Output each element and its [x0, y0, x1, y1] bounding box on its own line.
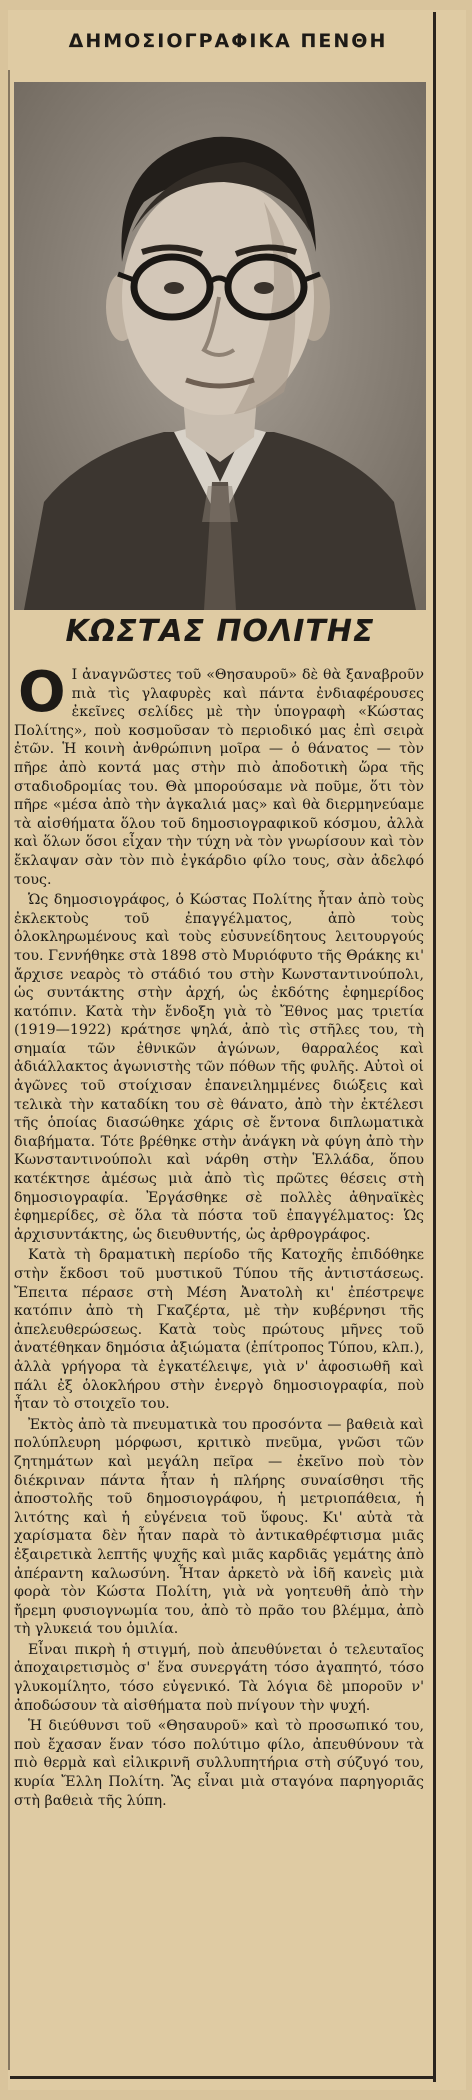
right-border-rule: [433, 12, 436, 2082]
bottom-border-rule: [10, 2076, 435, 2079]
article-paragraph: [14, 660, 424, 889]
obituary-article: [14, 660, 424, 1812]
article-paragraph: Εἶναι πικρὴ ἡ στιγμή, ποὺ ἀπευθύνεται ὁ τελευταῖος ἀποχαιρετισμὸς σ' ἕνα συνεργάτη τόσο ἀγαπητό, τόσο γλυκομίλητο, τόσο εὐγενικό. Τὰ λόγια δὲ μποροῦν ν' ἀποδώσουν τὰ αἰσθήματα ποὺ πνίγουν τὴν ψυχή.: [14, 1641, 424, 1714]
article-paragraph: Ὡς δημοσιογράφος, ὁ Κώστας Πολίτης ἦταν ἀπὸ τοὺς ἐκλεκτοὺς τοῦ ἐπαγγέλματος, ἀπὸ τοὺς ὁλοκληρωμένους καὶ τοὺς εὐσυνείδητους λειτουργούς του. Γεννήθηκε στὰ 1898 στὸ Μυριόφυτο τῆς Θράκης κι' ἄρχισε νεαρὸς τὸ στάδιό του στὴν Κωνσταντινούπολι, ὡς συντάκτης στὴν ἀρχή, ὡς ἐκδότης ἐφημερίδος κατόπιν. Κατὰ τὴν ἔνδοξη γιὰ τὸ Ἔθνος μας τριετία (1919—1922) κράτησε ψηλά, ἀπὸ τὶς στῆλες του, τὴ σημαία τῶν ἐθνικῶν ἀγώνων, θαρραλέος καὶ ἀδιάλλακτος ἀγωνιστὴς τῶν πόθων τῆς φυλῆς. Αὐτοὶ οἱ ἀγῶνες τοῦ στοίχισαν ἐπανειλημμένες διώξεις καὶ τελικὰ τὴν καταδίκη του σὲ θάνατο, ἀπὸ τὴν ἐκτέλεσι τῆς ὁποίας διασώθηκε χάρις σὲ ἔντονα διπλωματικὰ διαβήματα. Τότε βρέθηκε στὴν ἀνάγκη νὰ φύγη ἀπὸ τὴν Κωνσταντινούπολι καὶ νάρθη στὴν Ἑλλάδα, ὅπου κατέκτησε ἀμέσως μιὰ ἀπὸ τὶς πρῶτες θέσεις στὴ δημοσιογραφία. Ἐργάσθηκε σὲ πολλὲς ἀθηναϊκὲς ἐφημερίδες, σὲ ὅλα τὰ πόστα τοῦ ἐπαγγέλματος: Ὡς ἀρχισυντάκτης, ὡς διευθυντής, ὡς ἀρθρογράφος.: [14, 892, 424, 1243]
article-paragraph: Κατὰ τὴ δραματικὴ περίοδο τῆς Κατοχῆς ἐπιδόθηκε στὴν ἔκδοσι τοῦ μυστικοῦ Τύπου τῆς ἀντιστάσεως. Ἔπειτα πέρασε στὴ Μέση Ἀνατολὴ κι' ἐπέστρεψε κατόπιν ἀπὸ τὴ Γκαζέρτα, μὲ τὴν κυβέρνησι τῆς ἀπελευθερώσεως. Κατὰ τοὺς πρώτους μῆνες τοῦ ἀνατέθηκαν δημόσια ἀξιώματα (ἐπίτροπος Τύπου, κλπ.), ἀλλὰ γρήγορα τὰ ἐγκατέλειψε, γιὰ ν' ἀφοσιωθῆ καὶ πάλι ἐξ ὁλοκλήρου στὴν ἐνεργὸ δημοσιογραφία, ποὺ ἦταν τὸ στοιχεῖο του.: [14, 1247, 424, 1413]
portrait-photo: [14, 82, 426, 610]
section-heading: ΔΗΜΟΣΙΟΓΡΑΦΙΚΑ ΠΕΝΘΗ: [68, 30, 388, 52]
drop-cap: Ο: [18, 660, 66, 725]
paragraph-text: Ι ἀναγνῶστες τοῦ «Θησαυροῦ» δὲ θὰ ξαναβροῦν πιὰ τὶς γλαφυρὲς καὶ πάντα ἐνδιαφέρουσες ἐκεῖνες σελίδες μὲ τὴν ὑπογραφὴ «Κώστας Πολίτης», ποὺ κοσμοῦσαν τὸ περιοδικό μας ἐπὶ σειρὰ ἐτῶν. Ἡ κοινὴ ἀνθρώπινη μοῖρα — ὁ θάνατος — τὸν πῆρε ἀπὸ κοντά μας στὴν πιὸ ἀποδοτικὴ ὥρα τῆς σταδιοδρομίας του. Θὰ μπορούσαμε νὰ ποῦμε, ὅτι τὸν πῆρε «μέσα ἀπὸ τὴν ἀγκαλιά μας» καὶ θὰ διερμηνεύαμε τὰ αἰσθήματα ὅλου τοῦ δημοσιογραφικοῦ κόσμου, ἀλλὰ καὶ ὅλων ὅσοι εἶχαν τὴν τύχη νὰ τὸν γνωρίσουν καὶ τὸν ἔκλαψαν σὰν τὸν πιὸ ἐγκάρδιο φίλο τους, σὰν ἀδελφό τους.: [14, 667, 424, 888]
left-border-rule: [8, 70, 10, 2070]
article-paragraph: Ἐκτὸς ἀπὸ τὰ πνευματικὰ του προσόντα — βαθειὰ καὶ πολύπλευρη μόρφωσι, κριτικὸ πνεῦμα, γνῶσι τῶν ζητημάτων καὶ μεγάλη πεῖρα — ἐκεῖνο ποὺ τὸν διέκριναν πάντα ἦταν ἡ πλήρης συναίσθησι τῆς ἀποστολῆς τοῦ δημοσιογράφου, ἡ μετριοπάθεια, ἡ λιτότης καὶ ἡ εὐγένεια τοῦ ὕφους. Κι' αὐτὰ τὰ χαρίσματα δὲν ἦταν παρὰ τὸ ἀντικαθρέφτισμα μιᾶς ἐξαιρετικὰ λεπτῆς ψυχῆς καὶ μιᾶς καρδιᾶς γεμάτης ἀπὸ ἀπέραντη καλωσύνη. Ἦταν ἀρκετὸ νὰ ἰδῆ κανεὶς μιὰ φορὰ τὸν Κώστα Πολίτη, γιὰ νὰ γοητευθῆ ἀπὸ τὴν ἤρεμη φυσιογνωμία του, ἀπὸ τὸ πρᾶο του βλέμμα, ἀπὸ τὴ γλυκειά του ὁμιλία.: [14, 1416, 424, 1638]
article-paragraph: Ἡ διεύθυνσι τοῦ «Θησαυροῦ» καὶ τὸ προσωπικό του, ποὺ ἔχασαν ἕναν τόσο πολύτιμο φίλο, ἀπευθύνουν τὰ πιὸ θερμὰ καὶ εἰλικρινῆ συλλυπητήρια στὴ σύζυγό του, κυρία Ἔλλη Πολίτη. Ἂς εἶναι μιὰ σταγόνα παρηγοριᾶς στὴ βαθειὰ τῆς λύπη.: [14, 1718, 424, 1809]
portrait-icon: [14, 82, 426, 610]
obituary-name: ΚΩΣΤΑΣ ΠΟΛΙΤΗΣ: [65, 614, 375, 649]
